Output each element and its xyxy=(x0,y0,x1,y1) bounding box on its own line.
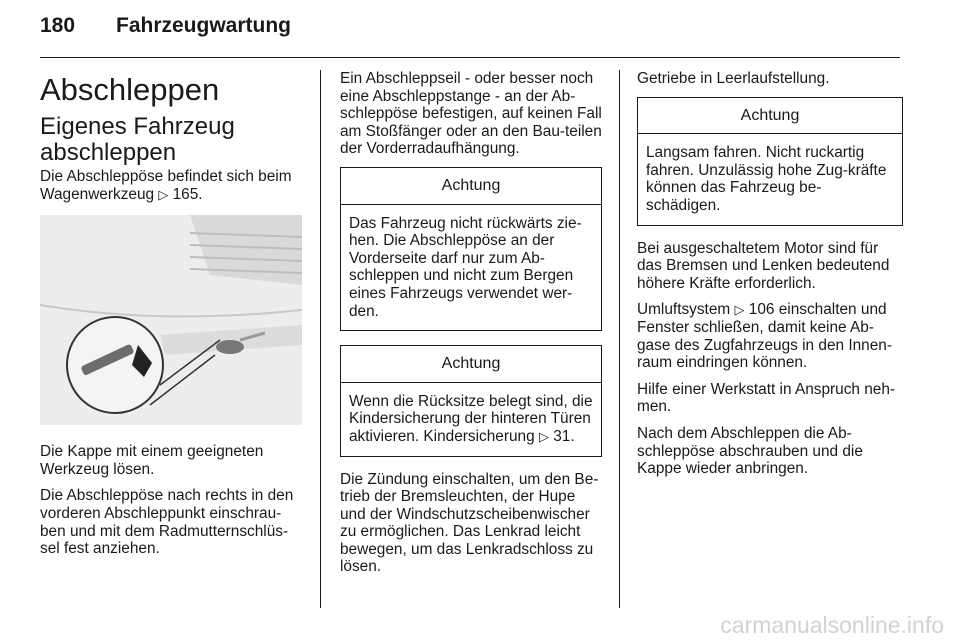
warning-text: Langsam fahren. Nicht ruckartig fahren. Unzulässig hohe Zug-kräfte können das Fahrzeug be-schädigen. xyxy=(646,144,887,214)
warning-box xyxy=(340,345,602,456)
warning-title: Achtung xyxy=(341,346,601,383)
intro-text: Die Abschleppöse befindet sich beim Wagenwerkzeug xyxy=(40,168,292,203)
paragraph: Die Kappe mit einem geeigneten Werkzeug lösen. xyxy=(40,443,264,478)
paragraph: Getriebe in Leerlaufstellung. xyxy=(637,70,830,87)
column-middle xyxy=(340,70,602,585)
page-number: 180 xyxy=(40,14,76,37)
warning-content xyxy=(341,383,601,456)
page-ref-icon: ▷ xyxy=(734,302,745,318)
warning-text: Wenn die Rücksitze belegt sind, die Kindersicherung der hinteren Türen aktivieren. Kindersicherung xyxy=(349,392,593,445)
para-ref: 106 xyxy=(748,301,775,319)
towing-eye-illustration xyxy=(40,215,302,425)
para-text: Umluftsystem xyxy=(637,301,731,319)
column-divider xyxy=(619,70,620,608)
column-left xyxy=(40,70,304,567)
paragraph: Ein Abschleppseil - oder besser noch eine Abschleppstange - an der Ab-schleppöse befestigen, auf keinen Fall am Stoßfänger oder an den Bau-teilen der Vorderradaufhängung. xyxy=(340,70,602,158)
warning-box xyxy=(637,97,903,226)
warning-title: Achtung xyxy=(341,168,601,205)
page-ref-icon: ▷ xyxy=(538,428,549,444)
paragraph xyxy=(637,301,903,371)
paragraph: Die Abschleppöse nach rechts in den vorderen Abschleppunkt einschrau-ben und mit dem Radmutternschlüs-sel fest anziehen. xyxy=(40,487,294,558)
paragraph: Nach dem Abschleppen die Ab-schleppöse abschrauben und die Kappe wieder anbringen. xyxy=(637,424,863,478)
column-right xyxy=(637,70,903,487)
section-heading: Abschleppen xyxy=(40,72,220,107)
column-divider xyxy=(320,70,321,608)
page-ref-icon: ▷ xyxy=(158,186,169,202)
para-text: einschalten und Fenster schließen, damit keine Ab-gase des Zugfahrzeugs in den Innen-raum eindringen können. xyxy=(637,301,892,372)
paragraph: Die Zündung einschalten, um den Be-trieb der Bremsleuchten, der Hupe und der Windschutzscheibenwischer zu ermöglichen. Das Lenkrad leicht bewegen, um das Lenkradschloss zu lösen. xyxy=(340,470,599,576)
section-subheading: Eigenes Fahrzeug abschleppen xyxy=(40,113,235,166)
header-rule xyxy=(40,57,900,58)
watermark: carmanualsonline.info xyxy=(720,612,944,638)
paragraph: Bei ausgeschaltetem Motor sind für das Bremsen und Lenken bedeutend höhere Kräfte erforderlich. xyxy=(637,239,890,292)
warning-ref: 31. xyxy=(553,427,575,445)
chapter-title: Fahrzeugwartung xyxy=(116,14,292,37)
intro-paragraph xyxy=(40,168,304,203)
warning-box xyxy=(340,167,602,331)
warning-text: Das Fahrzeug nicht rückwärts zie-hen. Die Abschleppöse an der Vorderseite darf nur zum Ab-schleppen und nicht zum Bergen eines Fahrzeugs verwendet wer-den. xyxy=(349,214,582,320)
intro-ref: 165. xyxy=(172,185,203,203)
warning-title: Achtung xyxy=(638,98,902,135)
paragraph: Hilfe einer Werkstatt in Anspruch neh-men. xyxy=(637,380,896,416)
